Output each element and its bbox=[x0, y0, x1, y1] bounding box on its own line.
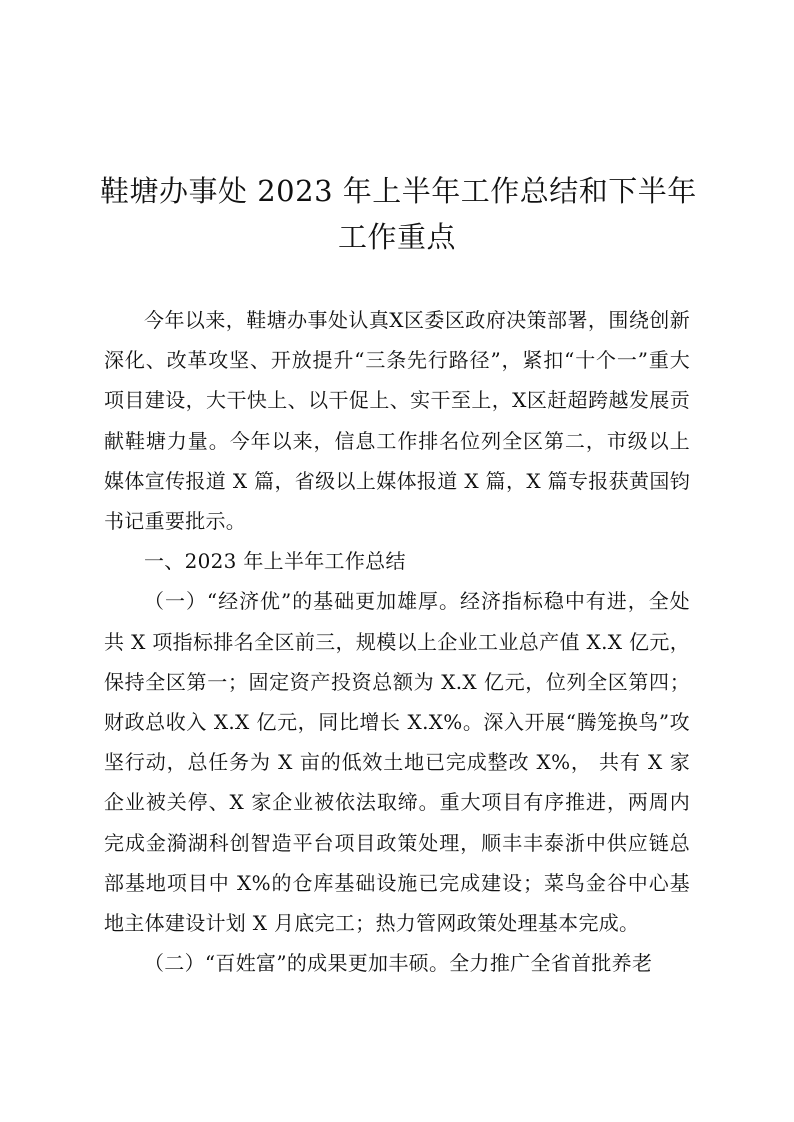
title-line-2: 工作重点 bbox=[337, 220, 456, 254]
economy-paragraph: （一）“经济优”的基础更加雄厚。经济指标稳中有进，全处共 X 项指标排名全区前三，规模以上企业工业总产值 X.X 亿元，保持全区第一；固定资产投资总额为 X.X 亿元，位列全区第四；财政总收入 X.X 亿元，同比增长 X.X%。深入开展“腾笼换鸟”攻坚行动，总任务为 X 亩的低效土地已完成整改 X%， 共有 X 家企业被关停、X 家企业被依法取缔。重大项目有序推进，两周内完成金漪湖科创智造平台项目政策处理，顺丰丰泰浙中供应链总部基地项目中 X%的仓库基础设施已完成建设；菜鸟金谷中心基地主体建设计划 X 月底完工；热力管网政策处理基本完成。 bbox=[104, 589, 690, 936]
intro-paragraph: 今年以来，鞋塘办事处认真X区委区政府决策部署，围绕创新深化、改革攻坚、开放提升“三条先行路径”，紧扣“十个一”重大项目建设，大干快上、以干促上、实干至上，X区赶超跨越发展贡献鞋塘力量。今年以来，信息工作排名位列全区第二，市级以上媒体宣传报道 X 篇，省级以上媒体报道 X 篇，X 篇专报获黄国钧书记重要批示。 bbox=[104, 308, 690, 534]
section-heading: 一、2023 年上半年工作总结 bbox=[144, 549, 406, 574]
document-body bbox=[104, 300, 690, 983]
page-title bbox=[100, 168, 697, 260]
livelihood-paragraph: （二）“百姓富”的成果更加丰硕。全力推广全省首批养老 bbox=[144, 951, 653, 976]
title-line-1: 鞋塘办事处 2023 年上半年工作总结和下半年 bbox=[100, 174, 697, 208]
